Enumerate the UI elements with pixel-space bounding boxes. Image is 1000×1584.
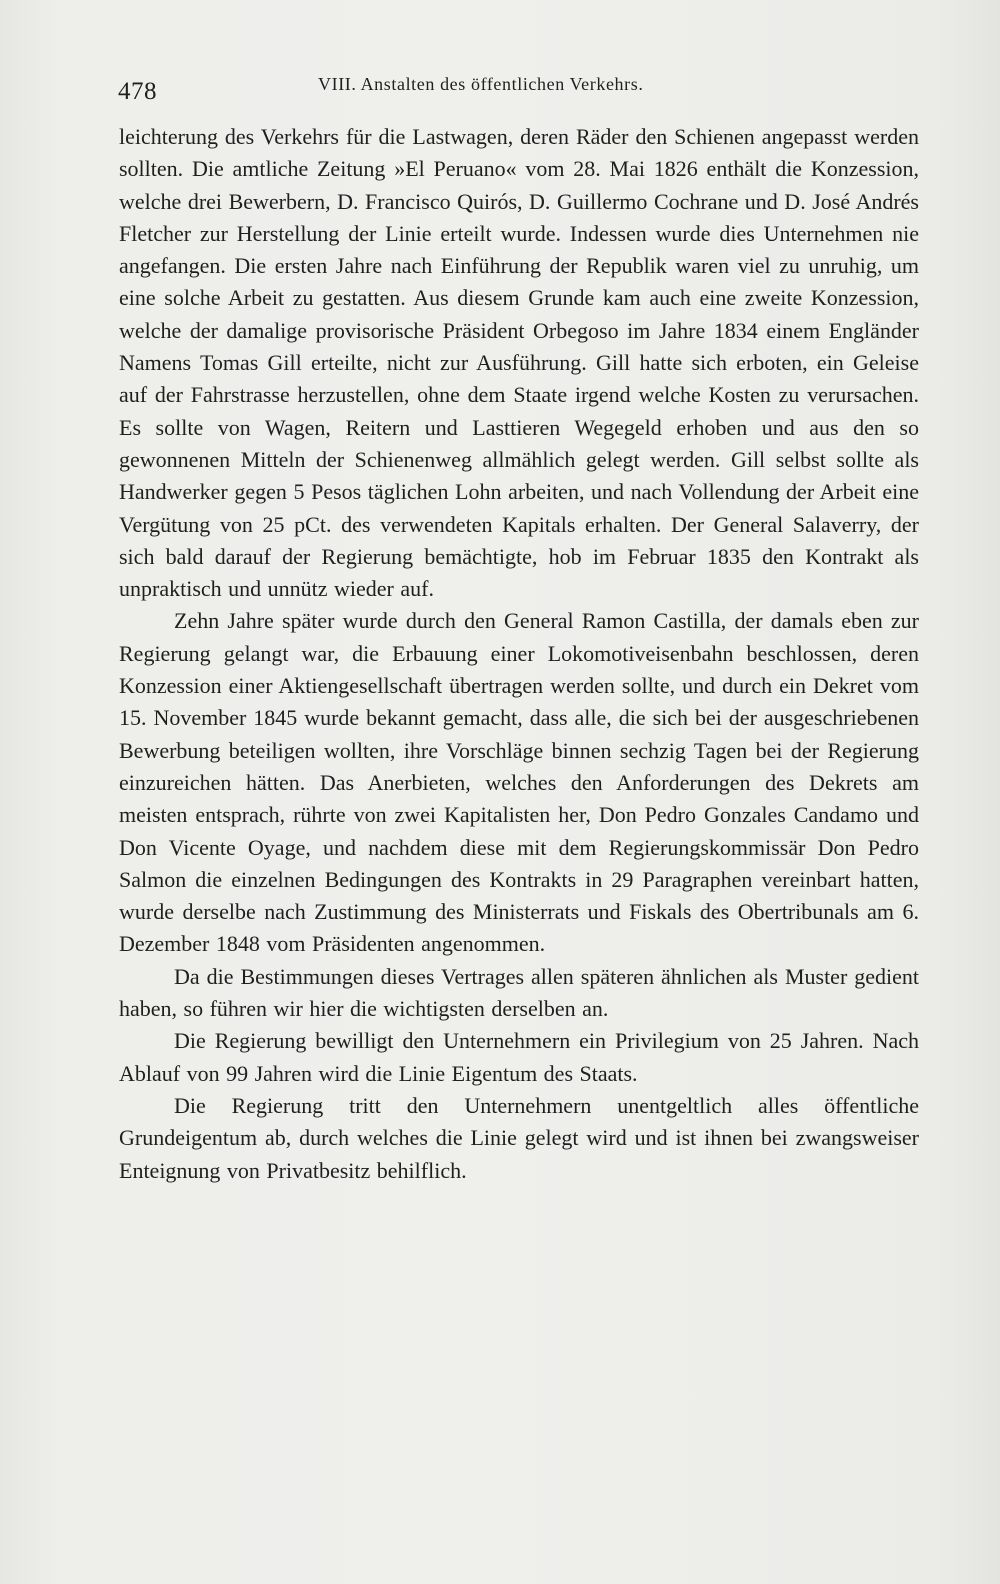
running-head bbox=[118, 70, 918, 106]
body-text bbox=[119, 121, 919, 1187]
paragraph-castilla-decree: Zehn Jahre später wurde durch den General Ramon Castilla, der damals eben zur Regierung gelangt war, die Erbauung einer Lokomotiveisenbahn beschlossen, deren Konzession einer Aktiengesellschaft übertragen werden sollte, und durch ein Dekret vom 15. November 1845 wurde bekannt gemacht, dass alle, die sich bei der ausgeschriebenen Bewerbung beteiligen wollten, ihre Vorschläge binnen sechzig Tagen bei der Regierung einzureichen hätten. Das Anerbieten, welches den Anforderungen des Dekrets am meisten entsprach, rührte von zwei Kapitalisten her, Don Pedro Gonzales Candamo und Don Vicente Oyage, und nachdem diese mit dem Regierungskommissär Don Pedro Salmon die einzelnen Bedingungen des Kontrakts in 29 Paragraphen vereinbart hatten, wurde derselbe nach Zustimmung des Ministerrats und Fiskals des Obertribunals am 6. Dezember 1848 vom Präsidenten angenommen. bbox=[119, 608, 919, 957]
chapter-title: VIII. Anstalten des öffentlichen Verkehrs. bbox=[318, 74, 644, 94]
paragraph-privilege: Die Regierung bewilligt den Unternehmern ein Privilegium von 25 Jahren. Nach Ablauf von 99 Jahren wird die Linie Eigentum des Staats. bbox=[119, 1028, 919, 1086]
page-number: 478 bbox=[118, 78, 157, 105]
paragraph-continued: leichterung des Verkehrs für die Lastwagen, deren Räder den Schienen angepasst werden sollten. Die amtliche Zeitung »El Peruano« vom 28. Mai 1826 enthält die Konzession, welche drei Bewerbern, D. Francisco Quirós, D. Guillermo Cochrane und D. José Andrés Fletcher zur Herstellung der Linie erteilt wurde. Indessen wurde dies Unternehmen nie angefangen. Die ersten Jahre nach Einführung der Republik waren viel zu unruhig, um eine solche Arbeit zu gestatten. Aus diesem Grunde kam auch eine zweite Konzession, welche der damalige provisorische Präsident Orbegoso im Jahre 1834 einem Engländer Namens Tomas Gill erteilte, nicht zur Ausführung. Gill hatte sich erboten, ein Geleise auf der Fahrstrasse herzustellen, ohne dem Staate irgend welche Kosten zu verursachen. Es sollte von Wagen, Reitern und Lasttieren Wegegeld erhoben und aus den so gewonnenen Mitteln der Schienenweg allmählich gelegt werden. Gill selbst sollte als Handwerker gegen 5 Pesos täglichen Lohn arbeiten, und nach Vollendung der Arbeit eine Vergütung von 25 pCt. des verwendeten Kapitals erhalten. Der General Salaverry, der sich bald darauf der Regierung bemächtigte, hob im Februar 1835 den Kontrakt als unpraktisch und unnütz wieder auf. bbox=[119, 124, 919, 602]
paragraph-land-grant: Die Regierung tritt den Unternehmern unentgeltlich alles öffentliche Grundeigentum ab, durch welches die Linie gelegt wird und ist ihnen bei zwangsweiser Enteignung von Privatbesitz behilflich. bbox=[119, 1092, 919, 1183]
paragraph-contract-model: Da die Bestimmungen dieses Vertrages allen späteren ähnlichen als Muster gedient haben, so führen wir hier die wichtigsten derselben an. bbox=[119, 963, 919, 1022]
